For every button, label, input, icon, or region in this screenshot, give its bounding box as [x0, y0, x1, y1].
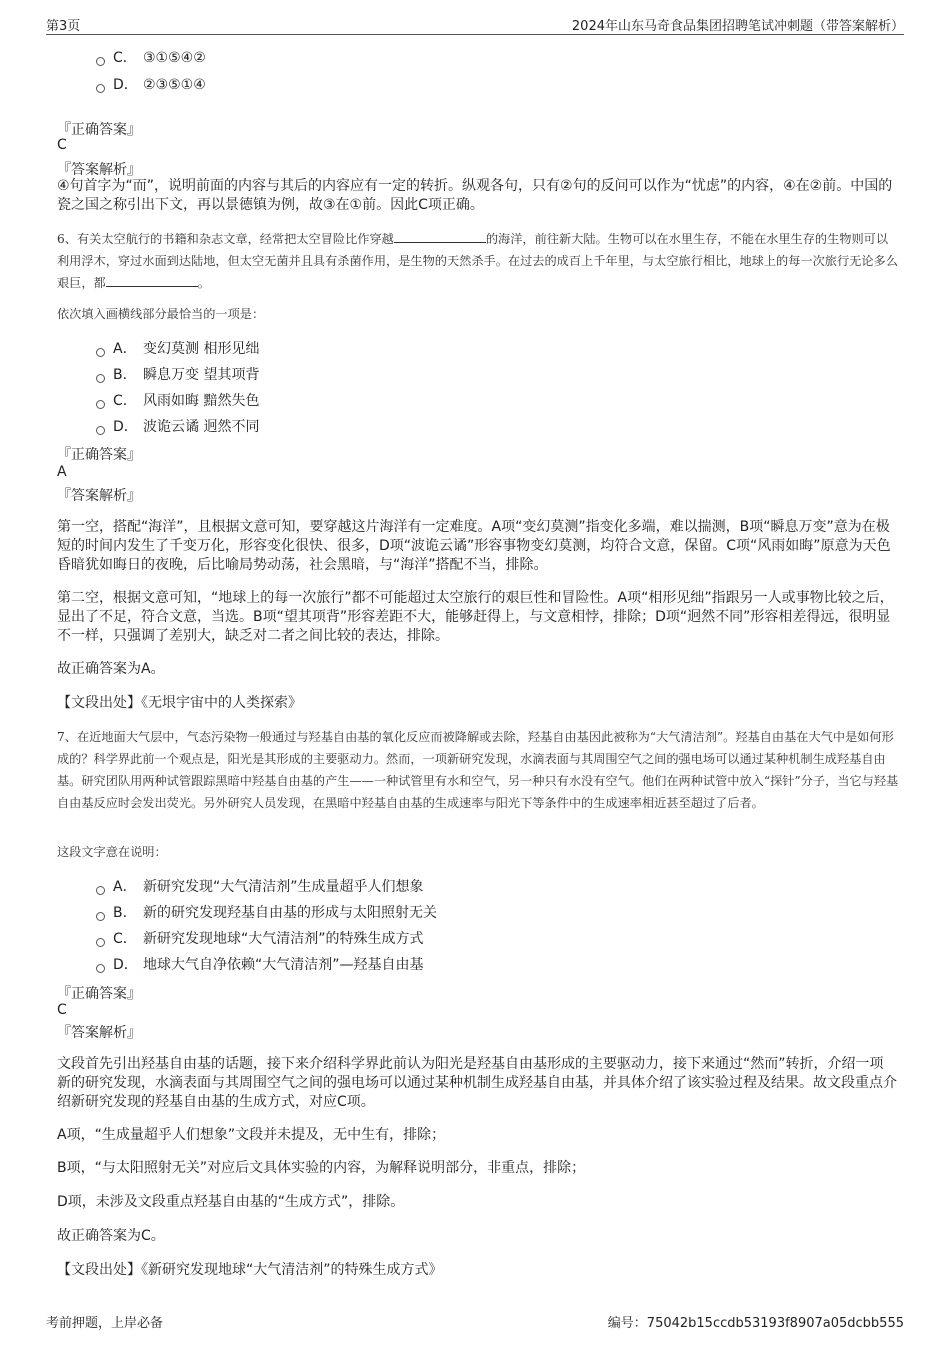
radio-icon[interactable] — [96, 400, 105, 409]
radio-icon[interactable] — [96, 886, 105, 895]
q5-answer: C — [57, 137, 67, 153]
q6-prompt: 依次填入画横线部分最恰当的一项是： — [57, 307, 265, 321]
radio-icon[interactable] — [96, 426, 105, 435]
q5-analysis: ④句首字为“而”，说明前面的内容与其后的内容应有一定的转折。纵观各句，只有②句的反问可以作为“忧虑”的内容，④在②前。中国的瓷之国之称引出下文，再以景德镇为例，故③在①前。因此C项正确。 — [57, 178, 893, 213]
q7-option-a[interactable]: A． 新研究发现“大气清洁剂”生成量超乎人们想象 — [96, 876, 424, 898]
q6-analysis-2: 第二空，根据文意可知，“地球上的每一次旅行”都不可能超过太空旅行的艰巨性和冒险性。A项“相形见绌”指跟另一人或事物比较之后，显出了不足，符合文意，当选。B项“望其项背”形容差距不大，能够赶得上，与文意相悖，排除；D项“迥然不同”形容相差得远，很明显不一样，只强调了差别大，缺乏对二者之间比较的表达，排除。 — [57, 590, 894, 644]
radio-icon[interactable] — [96, 57, 105, 66]
q7-analysis-1: 文段首先引出羟基自由基的话题，接下来介绍科学界此前认为阳光是羟基自由基形成的主要驱动力，接下来通过“然而”转折，介绍一项新的研究发现，水滴表面与其周围空气之间的强电场可以通过某种机制生成羟基自由基，并具体介绍了该实验过程及结果。故文段重点介绍新研究发现的羟基自由基的生成方式，对应C项。 — [57, 1056, 897, 1110]
q5-analysis-label: 『答案解析』 — [57, 162, 141, 178]
page-number: 第3页 — [46, 19, 81, 34]
document-title: 2024年山东马奇食品集团招聘笔试冲刺题（带答案解析） — [571, 19, 904, 34]
q6-option-b[interactable]: B． 瞬息万变 望其项背 — [96, 364, 259, 386]
page-header — [46, 14, 904, 35]
q6-question: 6、有关太空航行的书籍和杂志文章，经常把太空冒险比作穿越 的海洋，前往新大陆。生物可以在水里生存，不能在水里生存的生物则可以利用浮木，穿过水面到达陆地，但太空无菌并且具有杀菌作用，是生物的天然杀手。在过去的成百上千年里，与太空旅行相比，地球上的每一次旅行无论多么艰巨，都 。 — [57, 232, 898, 290]
q7-analysis-4: D项，未涉及文段重点羟基自由基的“生成方式”，排除。 — [57, 1194, 405, 1210]
q7-analysis-3: B项，“与太阳照射无关”对应后文具体实验的内容，为解释说明部分，非重点，排除； — [57, 1160, 586, 1176]
q7-prompt: 这段文字意在说明： — [57, 845, 167, 859]
q7-source: 【文段出处】《新研究发现地球“大气清洁剂”的特殊生成方式》 — [57, 1262, 443, 1278]
q6-analysis-1: 第一空，搭配“海洋”，且根据文意可知，要穿越这片海洋有一定难度。A项“变幻莫测”指变化多端，难以揣测，B项“瞬息万变”意为在极短的时间内发生了千变万化，形容变化很快、很多，D项“波诡云谲”形容事物变幻莫测，均符合文意，保留。C项“风雨如晦”原意为天色昏暗犹如晦日的夜晚，后比喻局势动荡，社会黑暗，与“海洋”搭配不当，排除。 — [57, 519, 891, 573]
q6-option-d[interactable]: D． 波诡云谲 迥然不同 — [96, 416, 259, 438]
radio-icon[interactable] — [96, 348, 105, 357]
radio-icon[interactable] — [96, 84, 105, 93]
footer-code: 编号：75042b15ccdb53193f8907a05dcbb555 — [607, 1316, 904, 1331]
cut-off-text-line — [57, 1296, 857, 1302]
q7-analysis-label: 『答案解析』 — [57, 1025, 141, 1041]
radio-icon[interactable] — [96, 938, 105, 947]
q6-option-a[interactable]: A． 变幻莫测 相形见绌 — [96, 338, 259, 360]
footer-slogan: 考前押题，上岸必备 — [46, 1316, 164, 1331]
radio-icon[interactable] — [96, 374, 105, 383]
q5-answer-label: 『正确答案』 — [57, 122, 141, 138]
q6-analysis-3: 故正确答案为A。 — [57, 661, 165, 677]
q7-answer: C — [57, 1002, 67, 1018]
q6-option-c[interactable]: C． 风雨如晦 黯然失色 — [96, 390, 259, 412]
radio-icon[interactable] — [96, 912, 105, 921]
q5-option-c[interactable]: C． ③①⑤④② — [96, 47, 206, 69]
q5-option-d[interactable]: D． ②③⑤①④ — [96, 74, 206, 96]
q7-option-c[interactable]: C． 新研究发现地球“大气清洁剂”的特殊生成方式 — [96, 928, 424, 950]
q6-source: 【文段出处】《无垠宇宙中的人类探索》 — [57, 695, 302, 711]
fill-blank — [106, 274, 198, 287]
radio-icon[interactable] — [96, 964, 105, 973]
q6-analysis-label: 『答案解析』 — [57, 488, 141, 504]
q7-analysis-2: A项，“生成量超乎人们想象”文段并未提及，无中生有，排除； — [57, 1127, 446, 1143]
q6-answer: A — [57, 464, 67, 480]
q6-answer-label: 『正确答案』 — [57, 447, 141, 463]
q7-answer-label: 『正确答案』 — [57, 986, 141, 1002]
q7-option-d[interactable]: D． 地球大气自净依赖“大气清洁剂”—羟基自由基 — [96, 954, 424, 976]
q7-analysis-5: 故正确答案为C。 — [57, 1228, 165, 1244]
q7-option-b[interactable]: B． 新的研究发现羟基自由基的形成与太阳照射无关 — [96, 902, 437, 924]
q7-question: 7、在近地面大气层中，气态污染物一般通过与羟基自由基的氧化反应而被降解或去除，羟基自由基因此被称为“大气清洁剂”。羟基自由基在大气中是如何形成的？科学界此前一个观点是，阳光是其形成的主要驱动力。然而，一项新研究发现，水滴表面与其周围空气之间的强电场可以通过某种机制生成羟基自由基。研究团队用两种试管跟踪黑暗中羟基自由基的产生——一种试管里有水和空气，另一种只有水没有空气。他们在两种试管中放入“探针”分子，当它与羟基自由基反应时会发出荧光。另外研究人员发现，在黑暗中羟基自由基的生成速率与阳光下等条件中的生成速率相近甚至超过了后者。 — [57, 730, 899, 810]
fill-blank — [394, 230, 486, 243]
